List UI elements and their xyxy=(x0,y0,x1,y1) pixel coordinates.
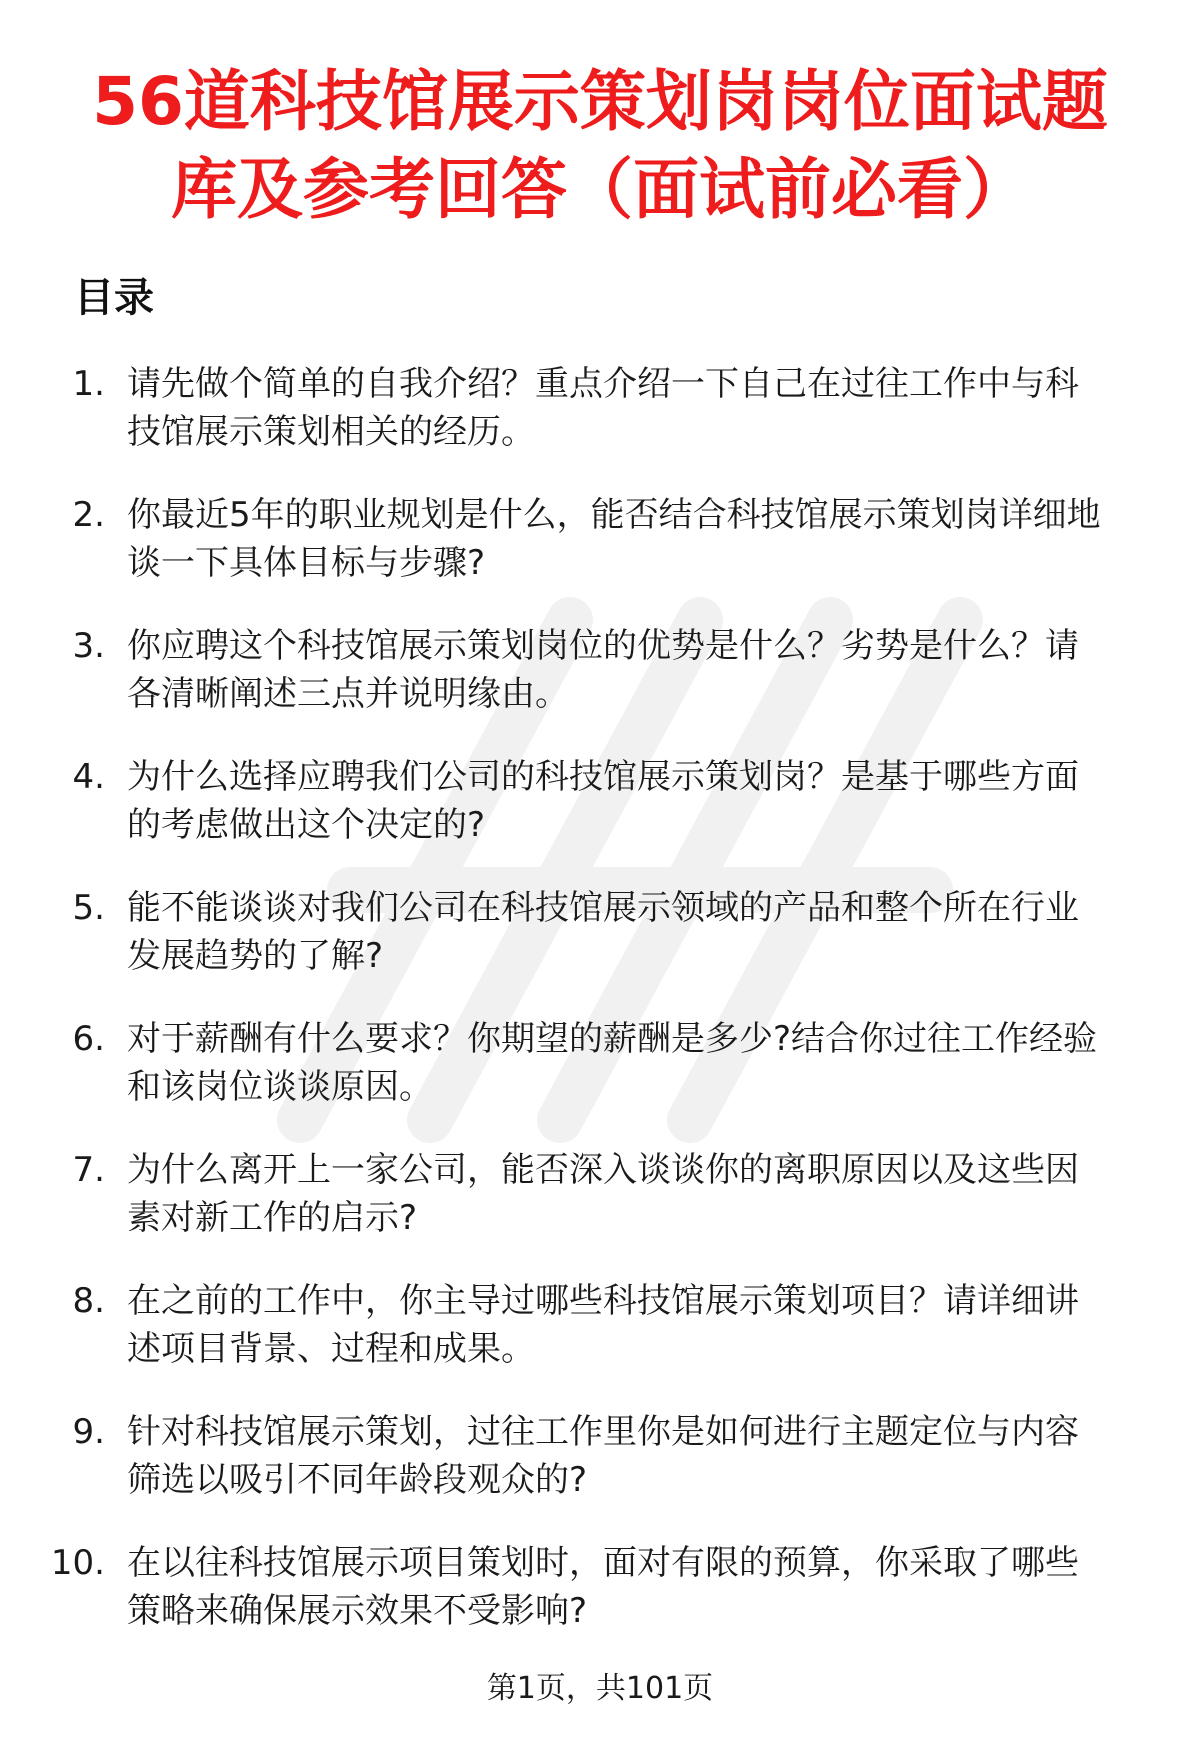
toc-item-text xyxy=(127,884,1167,980)
toc-item-line: 为什么选择应聘我们公司的科技馆展示策划岗？是基于哪些方面 xyxy=(127,757,1079,797)
toc-item-text xyxy=(127,360,1167,456)
document-title xyxy=(0,58,1200,234)
toc-item-8[interactable] xyxy=(0,1277,1200,1408)
toc-item-line: 和该岗位谈谈原因。 xyxy=(127,1067,433,1107)
toc-item-number: 10. xyxy=(50,1543,105,1583)
toc-item-number: 6. xyxy=(72,1019,105,1059)
toc-item-line: 在以往科技馆展示项目策划时，面对有限的预算，你采取了哪些 xyxy=(127,1543,1079,1583)
title-line-1: 56道科技馆展示策划岗岗位面试题 xyxy=(92,63,1108,140)
toc-item-line: 谈一下具体目标与步骤? xyxy=(127,543,486,583)
toc-item-text xyxy=(127,1015,1167,1111)
toc-item-text xyxy=(127,753,1167,849)
toc-item-9[interactable] xyxy=(0,1408,1200,1539)
toc-item-line: 发展趋势的了解? xyxy=(127,936,384,976)
toc-item-line: 你最近5年的职业规划是什么，能否结合科技馆展示策划岗详细地 xyxy=(127,495,1101,535)
toc-item-line: 为什么离开上一家公司，能否深入谈谈你的离职原因以及这些因 xyxy=(127,1150,1079,1190)
toc-item-number: 5. xyxy=(72,888,105,928)
toc-item-line: 能不能谈谈对我们公司在科技馆展示领域的产品和整个所在行业 xyxy=(127,888,1079,928)
toc-item-number: 2. xyxy=(72,495,105,535)
toc-item-number: 1. xyxy=(72,364,105,404)
toc-heading: 目录 xyxy=(74,275,154,321)
toc-item-line: 的考虑做出这个决定的? xyxy=(127,805,486,845)
toc-item-number: 9. xyxy=(72,1412,105,1452)
toc-item-number: 3. xyxy=(72,626,105,666)
toc-item-line: 针对科技馆展示策划，过往工作里你是如何进行主题定位与内容 xyxy=(127,1412,1079,1452)
toc-item-line: 在之前的工作中，你主导过哪些科技馆展示策划项目？请详细讲 xyxy=(127,1281,1079,1321)
toc-item-line: 请先做个简单的自我介绍？重点介绍一下自己在过往工作中与科 xyxy=(127,364,1079,404)
toc-item-line: 素对新工作的启示? xyxy=(127,1198,418,1238)
toc-item-5[interactable] xyxy=(0,884,1200,1015)
toc-item-text xyxy=(127,491,1167,587)
toc-item-6[interactable] xyxy=(0,1015,1200,1146)
toc-item-line: 各清晰阐述三点并说明缘由。 xyxy=(127,674,569,714)
page-footer: 第1页，共101页 xyxy=(486,1671,714,1706)
toc-item-text xyxy=(127,622,1167,718)
toc-item-1[interactable] xyxy=(0,360,1200,491)
toc-item-text xyxy=(127,1539,1167,1635)
toc-item-number: 8. xyxy=(72,1281,105,1321)
toc-item-text xyxy=(127,1146,1167,1242)
toc-item-10[interactable] xyxy=(0,1539,1200,1670)
toc-item-text xyxy=(127,1277,1167,1373)
toc-item-number: 4. xyxy=(72,757,105,797)
toc-item-4[interactable] xyxy=(0,753,1200,884)
toc-list xyxy=(0,360,1200,1670)
toc-item-text xyxy=(127,1408,1167,1504)
toc-item-2[interactable] xyxy=(0,491,1200,622)
toc-item-3[interactable] xyxy=(0,622,1200,753)
toc-item-line: 你应聘这个科技馆展示策划岗位的优势是什么？劣势是什么？请 xyxy=(127,626,1079,666)
toc-item-line: 技馆展示策划相关的经历。 xyxy=(127,412,535,452)
toc-item-line: 述项目背景、过程和成果。 xyxy=(127,1329,535,1369)
toc-item-7[interactable] xyxy=(0,1146,1200,1277)
toc-item-line: 筛选以吸引不同年龄段观众的? xyxy=(127,1460,588,1500)
toc-item-line: 对于薪酬有什么要求？你期望的薪酬是多少?结合你过往工作经验 xyxy=(127,1019,1098,1059)
toc-item-line: 策略来确保展示效果不受影响? xyxy=(127,1591,588,1631)
toc-item-number: 7. xyxy=(72,1150,105,1190)
title-line-2: 库及参考回答（面试前必看） xyxy=(171,151,1029,228)
